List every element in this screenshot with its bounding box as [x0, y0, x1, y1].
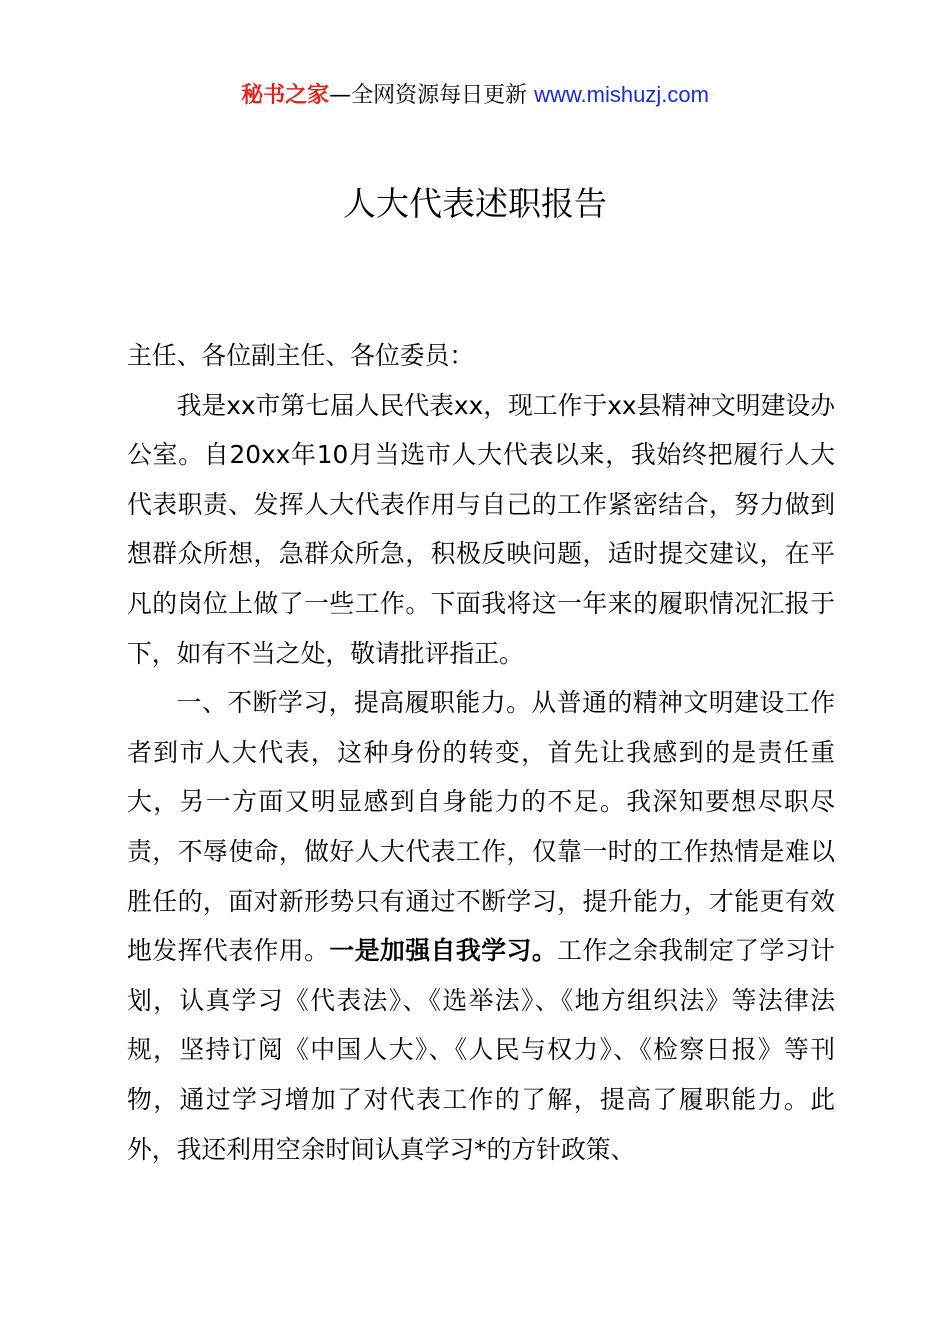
site-header: [0, 78, 950, 113]
paragraph-intro: 我是xx市第七届人民代表xx，现工作于xx县精神文明建设办公室。自20xx年10月当选市人大代表以来，我始终把履行人大代表职责、发挥人大代表作用与自己的工作紧密结合，努力做到想群众所想，急群众所急，积极反映问题，适时提交建议，在平凡的岗位上做了一些工作。下面我将这一年来的履职情况汇报于下，如有不当之处，敬请批评指正。: [127, 390, 835, 668]
section-one-text-continued: 工作之余我制定了学习计划，认真学习《代表法》、《选举法》、《地方组织法》等法律法规，坚持订阅《中国人大》、《人民与权力》、《检察日报》等刊物，通过学习增加了对代表工作的了解，提高了履职能力。此外，我还利用空余时间认真学习*的方针政策、: [127, 936, 835, 1164]
header-tagline: —全网资源每日更新: [329, 83, 535, 108]
document-title: 人大代表述职报告: [343, 184, 607, 223]
site-url-link[interactable]: www.mishuzj.com: [534, 82, 709, 107]
salutation: 主任、各位副主任、各位委员：: [127, 341, 475, 370]
document-body: [127, 331, 835, 1174]
section-one-text: 一、不断学习，提高履职能力。从普通的精神文明建设工作者到市人大代表，这种身份的转变，首先让我感到的是责任重大，另一方面又明显感到自身能力的不足。我深知要想尽职尽责，不辱使命，做好人大代表工作，仅靠一时的工作热情是难以胜任的，面对新形势只有通过不断学习，提升能力，才能更有效地发挥代表作用。: [127, 688, 835, 966]
brand-name: 秘书之家: [241, 83, 330, 108]
paragraph-section-one: [127, 678, 835, 1174]
section-one-bold-point: 一是加强自我学习。: [329, 936, 558, 966]
